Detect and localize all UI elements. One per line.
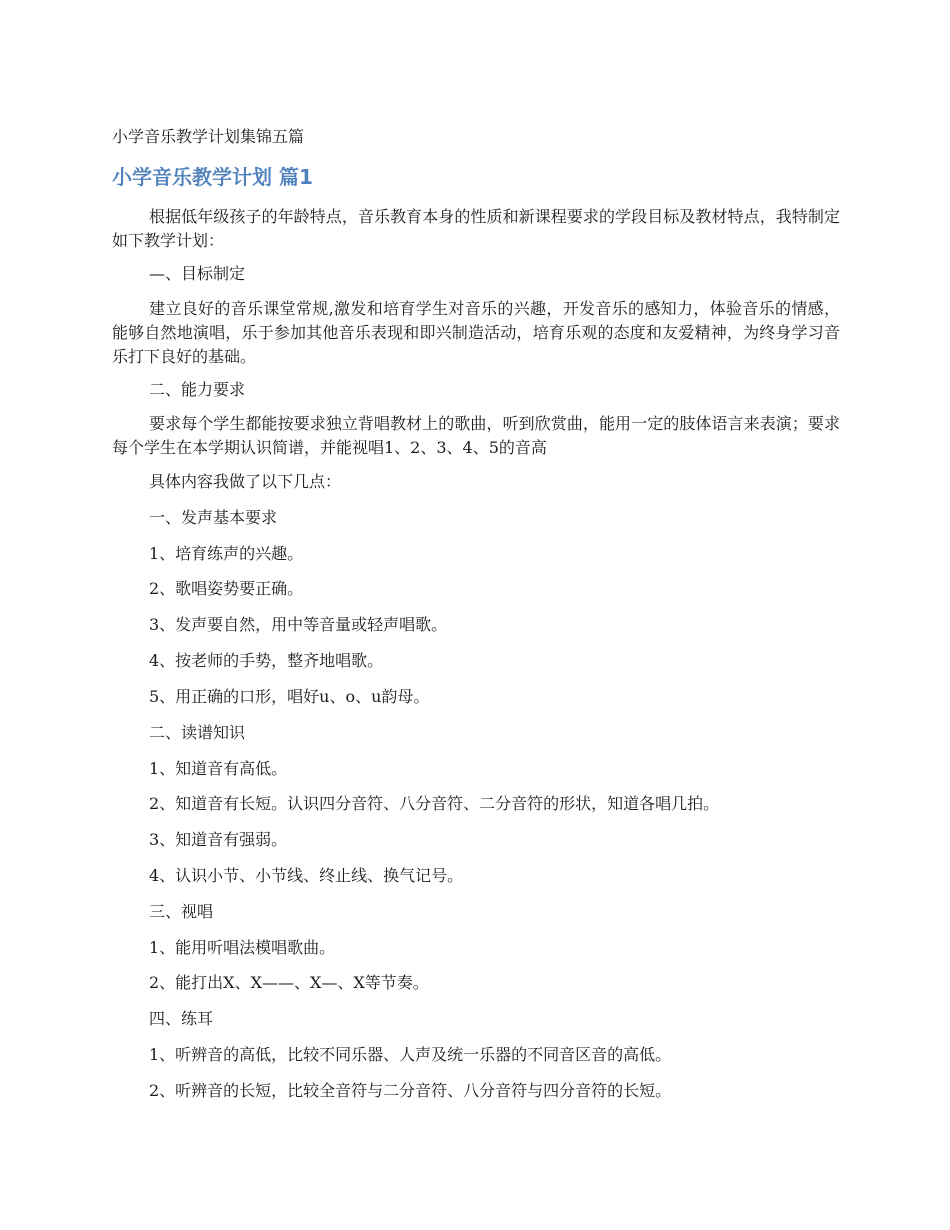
intro-paragraph: 根据低年级孩子的年龄特点，音乐教育本身的性质和新课程要求的学段目标及教材特点，我特制定如下教学计划： [112, 207, 840, 250]
list-item: 2、歌唱姿势要正确。 [149, 579, 304, 598]
subheading-vocal: 一、发声基本要求 [149, 508, 278, 527]
list-item: 1、知道音有高低。 [149, 759, 288, 778]
goals-paragraph: 建立良好的音乐课堂常规,激发和培育学生对音乐的兴趣，开发音乐的感知力，体验音乐的情感，能够自然地演唱，乐于参加其他音乐表现和即兴制造活动，培育乐观的态度和友爱精神，为终身学习音乐打下良好的基础。 [112, 299, 840, 366]
list-item: 1、听辨音的高低，比较不同乐器、人声及统一乐器的不同音区音的高低。 [149, 1045, 672, 1064]
subheading-ability: 二、能力要求 [149, 380, 246, 399]
list-item: 3、知道音有强弱。 [149, 830, 288, 849]
subheading-reading: 二、读谱知识 [149, 723, 246, 742]
list-item: 1、能用听唱法模唱歌曲。 [149, 938, 336, 957]
ability-paragraph: 要求每个学生都能按要求独立背唱教材上的歌曲，听到欣赏曲，能用一定的肢体语言来表演；要求每个学生在本学期认识简谱，并能视唱1、2、3、4、5的音高 [112, 414, 840, 457]
list-item: 2、听辨音的长短，比较全音符与二分音符、八分音符与四分音符的长短。 [149, 1081, 672, 1100]
subheading-sightsinging: 三、视唱 [149, 902, 214, 921]
list-item: 2、能打出X、X——、X—、X等节奏。 [149, 973, 429, 992]
section-heading: 小学音乐教学计划 篇1 [112, 165, 313, 189]
list-item: 2、知道音有长短。认识四分音符、八分音符、二分音符的形状，知道各唱几拍。 [149, 794, 720, 813]
document-title: 小学音乐教学计划集锦五篇 [112, 127, 305, 146]
list-item: 4、按老师的手势，整齐地唱歌。 [149, 651, 384, 670]
subheading-goals: —、目标制定 [149, 264, 246, 283]
subheading-ear-training: 四、练耳 [149, 1009, 214, 1028]
list-item: 3、发声要自然，用中等音量或轻声唱歌。 [149, 615, 448, 634]
list-item: 5、用正确的口形，唱好u、o、u韵母。 [149, 687, 430, 706]
list-intro: 具体内容我做了以下几点： [149, 472, 342, 491]
list-item: 4、认识小节、小节线、终止线、换气记号。 [149, 866, 464, 885]
list-item: 1、培育练声的兴趣。 [149, 544, 304, 563]
